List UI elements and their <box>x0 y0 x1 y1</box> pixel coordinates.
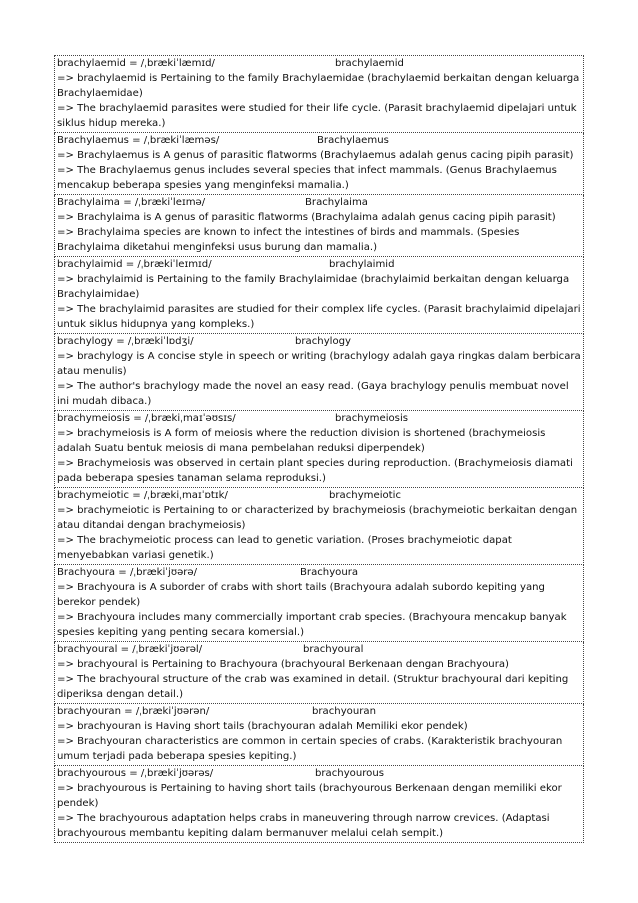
entry-brachyoural <box>54 642 584 704</box>
entry-header <box>57 195 581 210</box>
entry-headword: brachymeiotic <box>329 490 401 501</box>
entry-pronunciation: brachylaimid = /ˌbrækiˈleɪmɪd/ <box>57 259 212 270</box>
entry-example: => The author's brachylogy made the novel an easy read. (Gaya brachylogy penulis membuat novel ini mudah dibaca.) <box>57 381 569 407</box>
entry-header <box>57 488 581 503</box>
entry-headword: brachylogy <box>295 336 352 347</box>
entry-example: => Brachymeiosis was observed in certain plant species during reproduction. (Brachymeiosis diamati pada beberapa spesies tanaman selama reproduksi.) <box>57 458 573 484</box>
entry-pronunciation: brachymeiotic = /ˌbrækiˌmaɪˈɒtɪk/ <box>57 490 228 501</box>
entry-headword: brachyoural <box>303 644 364 655</box>
entry-headword: brachylaemid <box>335 58 404 69</box>
entry-header <box>57 133 581 148</box>
entry-example: => Brachyoura includes many commercially important crab species. (Brachyoura mencakup banyak spesies kepiting yang penting secara komersial.) <box>57 612 567 638</box>
entry-meaning: => brachyourous is Pertaining to having short tails (brachyourous Berkenaan dengan memiliki ekor pendek) <box>57 783 562 809</box>
entry-pronunciation: brachyoural = /ˌbrækiˈjʊərəl/ <box>57 644 203 655</box>
entry-example: => The brachymeiotic process can lead to genetic variation. (Proses brachymeiotic dapat menyebabkan variasi genetik.) <box>57 535 512 561</box>
entry-meaning: => brachymeiosis is A form of meiosis where the reduction division is shortened (brachymeiosis adalah Suatu bentuk meiosis di mana pembelahan reduksi diperpendek) <box>57 428 546 454</box>
entry-example: => The brachyoural structure of the crab was examined in detail. (Struktur brachyoural dari kepiting diperiksa dengan detail.) <box>57 674 569 700</box>
entry-brachylaemid <box>54 55 584 133</box>
entry-headword: brachyourous <box>315 768 384 779</box>
entry-pronunciation: brachyourous = /ˌbrækiˈjʊərəs/ <box>57 768 214 779</box>
dictionary-page <box>54 55 584 843</box>
entry-pronunciation: brachymeiosis = /ˌbrækiˌmaɪˈəʊsɪs/ <box>57 413 236 424</box>
entry-headword: brachymeiosis <box>335 413 409 424</box>
entry-meaning: => brachyoural is Pertaining to Brachyoura (brachyoural Berkenaan dengan Brachyoura) <box>57 659 509 670</box>
entry-headword: brachyouran <box>312 706 376 717</box>
entry-example: => Brachylaima species are known to infect the intestines of birds and mammals. (Spesies Brachylaima diketahui menginfeksi usus burung dan mamalia.) <box>57 227 520 253</box>
entry-brachylogy <box>54 334 584 411</box>
entry-meaning: => Brachyoura is A suborder of crabs with short tails (Brachyoura adalah subordo kepiting yang berekor pendek) <box>57 582 545 608</box>
entry-example: => The Brachylaemus genus includes several species that infect mammals. (Genus Brachylaemus mencakup beberapa spesies yang menginfeksi mamalia.) <box>57 165 557 191</box>
entry-meaning: => brachylaemid is Pertaining to the family Brachylaemidae (brachylaemid berkaitan dengan keluarga Brachylaemidae) <box>57 73 580 99</box>
entry-pronunciation: Brachyoura = /ˌbrækiˈjʊərə/ <box>57 567 198 578</box>
entry-example: => The brachyourous adaptation helps crabs in maneuvering through narrow crevices. (Adaptasi brachyourous membantu kepiting dalam bermanuver melalui celah sempit.) <box>57 813 550 839</box>
entry-brachymeiotic <box>54 488 584 565</box>
entry-brachyoura <box>54 565 584 642</box>
entry-meaning: => brachylaimid is Pertaining to the family Brachylaimidae (brachylaimid berkaitan dengan keluarga Brachylaimidae) <box>57 274 570 300</box>
entry-headword: Brachylaemus <box>317 135 389 146</box>
entry-meaning: => Brachylaima is A genus of parasitic flatworms (Brachylaima adalah genus cacing pipih parasit) <box>57 212 556 223</box>
entry-header <box>57 565 581 580</box>
entry-headword: Brachylaima <box>305 197 368 208</box>
entry-brachymeiosis <box>54 411 584 488</box>
entry-header <box>57 257 581 272</box>
entry-pronunciation: Brachylaemus = /ˌbrækiˈlæməs/ <box>57 135 220 146</box>
entry-headword: Brachyoura <box>300 567 359 578</box>
entry-example: => The brachylaemid parasites were studied for their life cycle. (Parasit brachylaemid dipelajari untuk siklus hidup mereka.) <box>57 103 577 129</box>
entry-header <box>57 56 581 71</box>
entry-pronunciation: Brachylaima = /ˌbrækiˈleɪmə/ <box>57 197 206 208</box>
entry-headword: brachylaimid <box>329 259 395 270</box>
entry-brachyouran <box>54 704 584 766</box>
entry-example: => The brachylaimid parasites are studied for their complex life cycles. (Parasit brachylaimid dipelajari untuk siklus hidupnya yang kompleks.) <box>57 304 581 330</box>
entry-header <box>57 642 581 657</box>
entry-brachylaimid <box>54 257 584 334</box>
entry-brachylaima <box>54 195 584 257</box>
entry-header <box>57 334 581 349</box>
entry-meaning: => Brachylaemus is A genus of parasitic flatworms (Brachylaemus adalah genus cacing pipih parasit) <box>57 150 574 161</box>
entry-brachyourous <box>54 766 584 843</box>
entry-pronunciation: brachyouran = /ˌbrækiˈjʊərən/ <box>57 706 210 717</box>
entry-header <box>57 411 581 426</box>
entry-example: => Brachyouran characteristics are common in certain species of crabs. (Karakteristik brachyouran umum terjadi pada beberapa spesies kepiting.) <box>57 736 563 762</box>
entry-header <box>57 766 581 781</box>
entry-meaning: => brachyouran is Having short tails (brachyouran adalah Memiliki ekor pendek) <box>57 721 468 732</box>
entry-pronunciation: brachylaemid = /ˌbrækiˈlæmɪd/ <box>57 58 215 69</box>
entry-header <box>57 704 581 719</box>
entry-meaning: => brachylogy is A concise style in speech or writing (brachylogy adalah gaya ringkas dalam berbicara atau menulis) <box>57 351 581 377</box>
entry-brachylaemus <box>54 133 584 195</box>
entry-meaning: => brachymeiotic is Pertaining to or characterized by brachymeiosis (brachymeiotic berkaitan dengan atau ditandai dengan brachymeiosis) <box>57 505 578 531</box>
entry-pronunciation: brachylogy = /ˌbrækiˈlɒdʒi/ <box>57 336 194 347</box>
